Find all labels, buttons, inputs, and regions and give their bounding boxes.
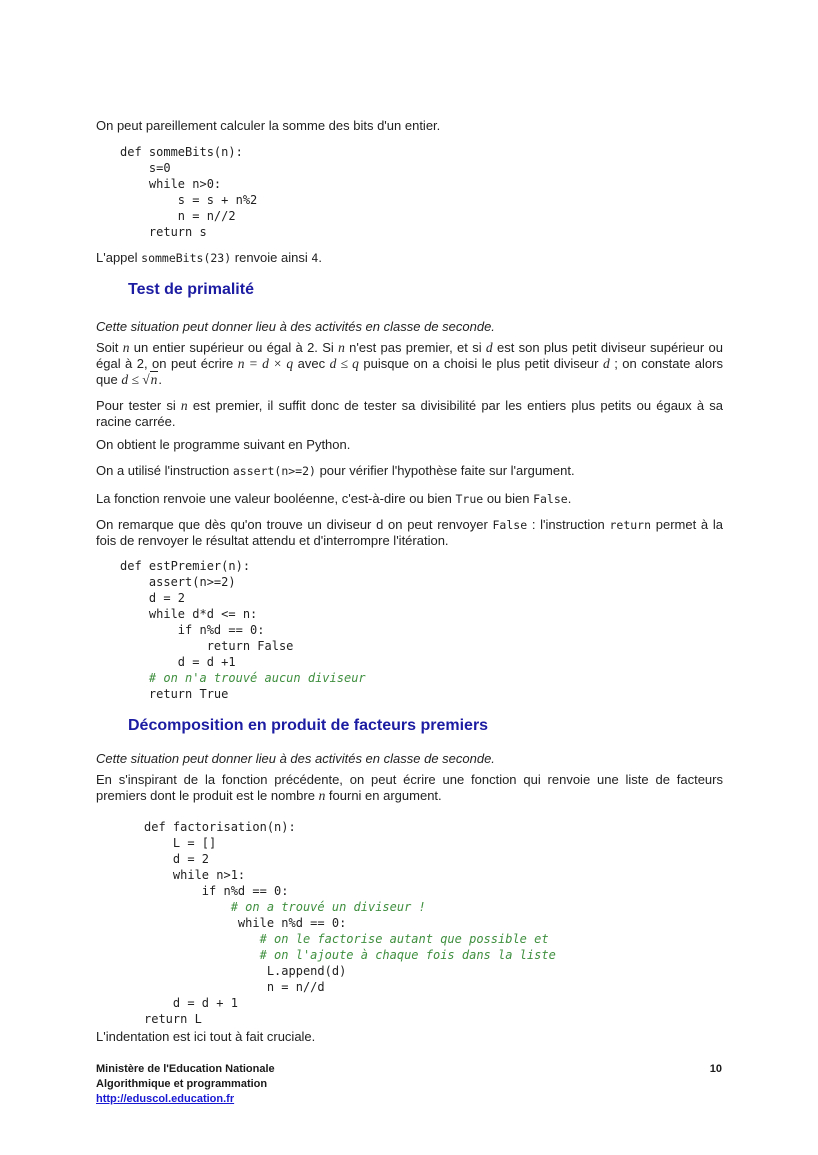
footer-document-title: Algorithmique et programmation: [96, 1078, 268, 1090]
code-block-sommebits: def sommeBits(n): s=0 while n>0: s = s + n%2 n = n//2 return s: [120, 145, 258, 239]
footer-ministry-line: Ministère de l'Education Nationale: [96, 1063, 275, 1075]
sec1-paragraph-programme-python: On obtient le programme suivant en Python.: [96, 437, 351, 452]
page-footer: [96, 1062, 275, 1107]
sec1-paragraph-booleenne: La fonction renvoie une valeur booléenne, c'est-à-dire ou bien True ou bien False.: [96, 491, 572, 506]
sec2-paragraph-inspirant: En s'inspirant de la fonction précédente, on peut écrire une fonction qui renvoie une liste de facteurs premiers dont le produit est le nombre n fourni en argument.: [96, 772, 723, 803]
call-result-paragraph: L'appel sommeBits(23) renvoie ainsi 4.: [96, 250, 322, 265]
page-number: 10: [709, 1063, 722, 1075]
heading-decomposition-facteurs: Décomposition en produit de facteurs premiers: [128, 717, 489, 734]
heading-test-de-primalite: Test de primalité: [128, 281, 254, 298]
footer-eduscol-link[interactable]: http://eduscol.education.fr: [96, 1093, 235, 1105]
sec1-paragraph-pour-tester: Pour tester si n est premier, il suffit donc de tester sa divisibilité par les entiers plus petits ou égaux à sa racine carrée.: [96, 398, 723, 429]
indentation-note-paragraph: L'indentation est ici tout à fait cruciale.: [96, 1029, 316, 1044]
classroom-note-2: Cette situation peut donner lieu à des activités en classe de seconde.: [96, 751, 495, 766]
page-content: [96, 118, 723, 1055]
sec1-paragraph-soit-n: Soit n un entier supérieur ou égal à 2. Si n n'est pas premier, et si d est son plus petit diviseur supérieur ou égal à 2, on peut écrire n = d × q avec d ≤ q puisque on a choisi le plus petit diviseur d ; on constate alors que d ≤ √n.: [96, 340, 723, 387]
intro-paragraph: On peut pareillement calculer la somme des bits d'un entier.: [96, 118, 441, 133]
code-block-factorisation: def factorisation(n): L = [] d = 2 while n>1: if n%d == 0: # on a trouvé un diviseur ! while n%d == 0: # on le factorise autant que possible et # on l'ajoute à chaque fois dans la liste L.append(d) n = n//d d = d + 1 return L: [144, 820, 556, 1026]
code-block-estpremier: def estPremier(n): assert(n>=2) d = 2 while d*d <= n: if n%d == 0: return False d = d +1 # on n'a trouvé aucun diviseur return True: [120, 559, 366, 701]
sec1-paragraph-assert: On a utilisé l'instruction assert(n>=2) pour vérifier l'hypothèse faite sur l'argument.: [96, 463, 575, 478]
classroom-note-1: Cette situation peut donner lieu à des activités en classe de seconde.: [96, 319, 495, 334]
sec1-paragraph-remarque-return: On remarque que dès qu'on trouve un diviseur d on peut renvoyer False : l'instruction return permet à la fois de renvoyer le résultat attendu et d'interrompre l'itération.: [96, 517, 723, 548]
